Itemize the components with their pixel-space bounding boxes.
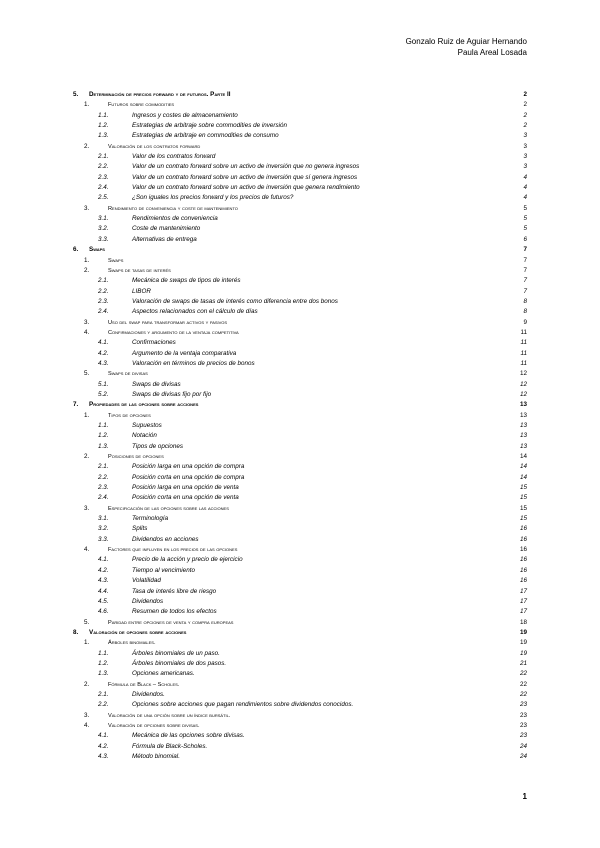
toc-entry-page: 14 [519,473,527,481]
toc-entry-title: Swaps [108,257,124,264]
toc-entry[interactable] [0,731,600,741]
toc-entry-number: 1.2. [98,659,109,667]
toc-entry-page: 11 [520,349,527,357]
toc-entry-title: Futuros sobre commodities [108,102,175,109]
toc-entry[interactable] [0,690,600,700]
toc-entry[interactable] [0,421,600,431]
toc-entry-number: 1.1. [98,422,109,429]
toc-entry-title: Precio de la acción y precio de ejercicio [132,556,243,564]
toc-entry-number: 2.1. [98,277,109,285]
toc-entry[interactable] [0,224,600,234]
toc-entry-title: Swaps de divisas fijo por fijo [132,390,212,398]
toc-entry[interactable] [0,162,600,172]
toc-entry[interactable] [0,742,600,752]
toc-entry-page: 8 [523,308,527,316]
toc-entry-title: Valoración de opciones sobre divisas. [108,722,200,729]
toc-entry-title: Rendimiento de conveniencia y coste de mantenimiento [108,205,238,212]
toc-entry-title: Mecánica de las opciones sobre divisas. [132,732,245,740]
toc-entry-number: 4. [84,721,90,729]
toc-entry[interactable] [0,597,600,607]
toc-entry-number: 3. [84,504,90,512]
toc-entry-number: 1. [84,256,90,264]
toc-entry[interactable] [0,400,600,410]
toc-entry-number: 1.3. [98,132,109,140]
toc-entry-title: Ingresos y costes de almacenamiento [132,111,238,119]
toc-entry-page: 3 [523,132,527,140]
toc-entry[interactable] [0,183,600,193]
toc-entry-number: 1.3. [98,670,109,678]
toc-entry[interactable] [0,349,600,359]
toc-entry-number: 4.3. [98,753,109,760]
toc-entry[interactable] [0,535,600,545]
toc-entry[interactable] [0,607,600,617]
toc-entry-number: 4.3. [98,577,109,585]
toc-entry-page: 24 [519,742,527,750]
toc-entry-page: 16 [519,525,527,533]
toc-entry[interactable] [0,173,600,183]
toc-entry-page: 18 [519,618,527,626]
toc-entry-title: Posición larga en una opción de compra [132,463,245,471]
toc-entry[interactable] [0,669,600,679]
toc-entry[interactable] [0,100,600,110]
toc-entry-number: 2. [84,142,90,150]
toc-entry-page: 7 [523,246,527,254]
toc-entry-page: 14 [519,453,527,461]
toc-entry[interactable] [0,462,600,472]
toc-entry[interactable] [0,411,600,421]
toc-entry-page: 7 [523,266,527,274]
toc-entry-number: 3.1. [98,515,109,523]
toc-entry[interactable] [0,483,600,493]
toc-entry-page: 7 [523,277,527,285]
toc-entry-number: 2.2. [98,473,109,481]
toc-entry-page: 2 [523,122,527,130]
toc-entry-number: 3.1. [98,215,109,223]
toc-entry-title: Opciones sobre acciones que pagan rendimientos sobre dividendos conocidos. [132,701,354,709]
toc-entry-number: 3. [84,204,90,212]
toc-entry-number: 2.4. [98,184,109,192]
toc-entry-number: 4.1. [98,556,109,564]
toc-entry-page: 11 [520,359,527,367]
toc-entry-title: Resumen de todos los efectos [132,608,217,616]
toc-entry[interactable] [0,121,600,131]
toc-entry[interactable] [0,111,600,121]
toc-entry-number: 2. [84,266,90,274]
toc-entry-number: 4.4. [98,587,109,595]
toc-entry-title: Determinación de precios forward y de futuros. Parte II [89,91,231,98]
page-number: 1 [522,792,527,801]
toc-entry-title: Árboles binomiales. [108,640,156,647]
toc-entry-page: 24 [519,753,527,760]
toc-entry-page: 19 [519,628,527,636]
toc-entry-page: 13 [519,411,527,419]
toc-entry[interactable] [0,152,600,162]
toc-entry-title: Aspectos relacionados con el cálculo de días [132,308,258,316]
toc-entry-number: 4.6. [98,608,109,616]
toc-entry-page: 23 [519,711,527,719]
toc-entry-number: 3.3. [98,235,109,243]
toc-entry-title: Uso del swap para transformar activos y pasivos [108,319,228,326]
toc-entry[interactable] [0,276,600,286]
toc-entry-number: 3.2. [98,225,109,233]
toc-entry[interactable] [0,390,600,400]
toc-entry-number: 5. [84,618,90,626]
toc-entry[interactable] [0,524,600,534]
toc-entry-page: 15 [519,494,527,502]
toc-entry-number: 1.3. [98,442,109,450]
toc-entry-title: Swaps de divisas [108,371,148,378]
toc-entry-title: Dividendos. [132,690,165,698]
toc-entry-title: Valor de un contrato forward sobre un activo de inversión que sí genera ingresos [132,173,358,181]
toc-entry-title: Especificación de las opciones sobre las acciones [108,505,229,512]
toc-entry-title: Valor de un contrato forward sobre un activo de inversión que genera rendimiento [132,184,360,192]
author-line-1: Gonzalo Ruiz de Aguiar Hernando [405,37,527,46]
toc-entry[interactable] [0,638,600,648]
toc-entry-title: Posición larga en una opción de venta [132,484,239,492]
toc-entry-title: Valoración de los contratos forward [108,143,201,150]
toc-entry-number: 4.5. [98,597,109,605]
toc-entry-title: Dividendos [132,597,164,605]
toc-entry-page: 2 [523,91,527,98]
toc-entry[interactable] [0,380,600,390]
toc-entry-number: 1. [84,411,90,419]
toc-entry-page: 21 [519,659,527,667]
toc-entry-page: 3 [523,153,527,161]
toc-entry-number: 2.2. [98,163,109,171]
toc-entry[interactable] [0,245,600,255]
toc-entry[interactable] [0,576,600,586]
toc-entry-title: Valoración de swaps de tasas de interés como diferencia entre dos bonos [132,297,338,305]
toc-entry-title: Swaps [89,246,105,254]
toc-entry[interactable] [0,442,600,452]
toc-entry[interactable] [0,659,600,669]
toc-entry[interactable] [0,359,600,369]
toc-entry-title: Tipos de opciones [108,412,151,419]
toc-entry-number: 4. [84,546,90,554]
toc-entry-page: 13 [519,422,527,429]
toc-entry-number: 2.2. [98,701,109,709]
toc-entry[interactable] [0,504,600,514]
toc-entry[interactable] [0,287,600,297]
toc-entry-page: 17 [519,597,527,605]
toc-entry-title: Confirmaciones y argumento de la ventaja competitiva [108,329,239,336]
toc-entry-title: Posición corta en una opción de venta [132,494,239,502]
toc-entry-page: 14 [519,463,527,471]
toc-entry-number: 1. [84,639,90,647]
toc-entry-number: 2.1. [98,690,109,698]
toc-entry-number: 5.2. [98,390,109,398]
toc-entry-page: 15 [519,515,527,523]
toc-entry-title: Posición corta en una opción de compra [132,473,245,481]
toc-entry[interactable] [0,493,600,503]
toc-entry-number: 2.1. [98,463,109,471]
toc-entry[interactable] [0,142,600,152]
toc-entry-number: 4.1. [98,339,109,347]
toc-entry[interactable] [0,711,600,721]
toc-entry[interactable] [0,721,600,731]
toc-entry-number: 3. [84,711,90,719]
toc-entry-number: 1. [84,101,90,109]
toc-entry-number: 3.2. [98,525,109,533]
toc-entry-number: 6. [73,246,79,254]
toc-entry-number: 5.1. [98,380,109,388]
toc-entry-page: 11 [520,339,527,347]
toc-entry-title: Swaps de tasas de interés [108,267,171,274]
toc-entry[interactable] [0,266,600,276]
toc-entry-number: 3.3. [98,535,109,543]
toc-entry-page: 22 [519,690,527,698]
toc-entry-page: 6 [523,235,527,243]
toc-entry-page: 7 [523,256,527,264]
toc-entry-page: 16 [519,577,527,585]
toc-entry-page: 9 [523,318,527,326]
toc-entry-page: 5 [523,204,527,212]
toc-entry-number: 5. [73,91,79,98]
toc-entry-number: 2.2. [98,287,109,295]
toc-entry-page: 16 [519,556,527,564]
toc-entry-title: Valor de los contratos forward [132,153,216,161]
toc-entry-page: 23 [519,732,527,740]
toc-entry-number: 2.5. [98,194,109,202]
toc-entry-title: Valor de un contrato forward sobre un activo de inversión que no genera ingresos [132,163,360,171]
toc-entry-title: Tasa de interés libre de riesgo [132,587,217,595]
toc-entry[interactable] [0,618,600,628]
toc-entry[interactable] [0,431,600,441]
toc-entry[interactable] [0,555,600,565]
toc-entry-title: Método binomial. [132,753,180,760]
toc-entry-title: ¿Son iguales los precios forward y los precios de futuros? [132,194,294,202]
toc-entry-page: 2 [523,111,527,119]
toc-entry-number: 2.3. [98,484,109,492]
toc-entry-page: 3 [523,163,527,171]
toc-entry-page: 23 [519,721,527,729]
toc-entry-page: 23 [519,701,527,709]
toc-entry[interactable] [0,369,600,379]
toc-entry-title: Notación [132,432,157,440]
toc-entry-page: 15 [519,484,527,492]
toc-entry-number: 3. [84,318,90,326]
toc-entry[interactable] [0,214,600,224]
toc-entry-title: Fórmula de Black – Scholes. [108,681,180,688]
toc-entry-page: 12 [519,370,527,378]
toc-entry[interactable] [0,235,600,245]
toc-entry-page: 2 [523,101,527,109]
toc-entry[interactable] [0,649,600,659]
toc-entry-page: 7 [523,287,527,295]
toc-entry[interactable] [0,297,600,307]
toc-entry[interactable] [0,131,600,141]
toc-entry-title: Volatilidad [132,577,161,585]
toc-entry[interactable] [0,628,600,638]
toc-entry-title: Paridad entre opciones de venta y compra europeas [108,619,234,626]
toc-entry-number: 1.2. [98,432,109,440]
toc-entry-number: 4.3. [98,359,109,367]
toc-entry-page: 5 [523,225,527,233]
toc-entry-number: 1.1. [98,649,109,657]
toc-entry-page: 12 [519,380,527,388]
toc-entry-title: Confirmaciones [132,339,176,347]
toc-entry-page: 16 [519,566,527,574]
toc-entry-number: 2.3. [98,297,109,305]
toc-entry[interactable] [0,545,600,555]
toc-entry-title: Mecánica de swaps de tipos de interés [132,277,241,285]
toc-entry-title: Árboles binomiales de dos pasos. [132,659,227,667]
toc-entry-title: Swaps de divisas [132,380,181,388]
toc-entry-number: 8. [73,628,79,636]
toc-entry-title: Splits [132,525,148,533]
toc-entry[interactable] [0,514,600,524]
toc-entry[interactable] [0,566,600,576]
toc-entry-page: 5 [523,215,527,223]
toc-entry-title: Opciones americanas. [132,670,195,678]
toc-entry-title: Tipos de opciones [132,442,184,450]
toc-entry-page: 12 [519,390,527,398]
toc-entry-page: 19 [519,649,527,657]
toc-entry-page: 17 [519,608,527,616]
toc-entry-number: 4.1. [98,732,109,740]
toc-entry[interactable] [0,700,600,710]
toc-entry-title: Estrategias de arbitraje sobre commodities de inversión [132,122,288,130]
toc-entry-title: Argumento de la ventaja comparativa [132,349,237,357]
toc-entry-page: 17 [519,587,527,595]
toc-entry-title: Valoración de una opción sobre un índice bursátil. [108,712,231,719]
toc-entry-number: 2. [84,453,90,461]
toc-entry-title: Rendimientos de conveniencia [132,215,218,223]
toc-entry-number: 2. [84,680,90,688]
toc-entry-page: 3 [523,142,527,150]
toc-entry-title: Dividendos en acciones [132,535,199,543]
table-of-contents [0,90,600,762]
toc-entry-number: 2.1. [98,153,109,161]
toc-entry-number: 4.2. [98,349,109,357]
toc-entry-title: Árboles binomiales de un paso. [132,649,220,657]
toc-entry[interactable] [0,90,600,100]
toc-entry[interactable] [0,680,600,690]
toc-entry-title: LIBOR [132,287,151,295]
toc-entry-title: Factores que influyen en los precios de las opciones [108,547,238,554]
toc-entry[interactable] [0,328,600,338]
toc-entry-number: 5. [84,370,90,378]
toc-entry-number: 1.2. [98,122,109,130]
toc-entry-number: 1.1. [98,111,109,119]
toc-entry-title: Terminología [132,515,169,523]
toc-entry-number: 2.4. [98,308,109,316]
toc-entry[interactable] [0,338,600,348]
toc-entry-page: 16 [519,535,527,543]
toc-entry-page: 4 [523,194,527,202]
toc-entry-title: Posiciones de opciones [108,454,164,461]
toc-entry[interactable] [0,473,600,483]
toc-entry-title: Coste de mantenimiento [132,225,201,233]
toc-entry-page: 13 [519,401,527,409]
toc-entry[interactable] [0,318,600,328]
toc-entry[interactable] [0,752,600,762]
toc-entry-title: Estrategias de arbitraje en commodities de consumo [132,132,279,140]
toc-entry-page: 11 [520,328,527,336]
toc-entry-page: 4 [523,173,527,181]
toc-entry-number: 7. [73,401,79,409]
toc-entry-number: 2.4. [98,494,109,502]
toc-entry-number: 4. [84,328,90,336]
toc-entry[interactable] [0,452,600,462]
toc-entry[interactable] [0,193,600,203]
toc-entry-page: 8 [523,297,527,305]
toc-entry-number: 4.2. [98,566,109,574]
toc-entry-title: Supuestos [132,422,162,429]
toc-entry-title: Valoración en términos de precios de bonos [132,359,255,367]
toc-entry[interactable] [0,256,600,266]
toc-entry-title: Valoración de opciones sobre acciones [89,628,187,636]
toc-entry-page: 22 [519,670,527,678]
toc-entry-page: 13 [519,432,527,440]
toc-entry[interactable] [0,204,600,214]
toc-entry-page: 19 [519,639,527,647]
toc-entry-title: Alternativas de entrega [132,235,197,243]
toc-entry-title: Fórmula de Black-Scholes. [132,742,208,750]
toc-entry-page: 15 [519,504,527,512]
toc-entry-page: 22 [519,680,527,688]
toc-entry-page: 4 [523,184,527,192]
toc-entry-number: 2.3. [98,173,109,181]
toc-entry-page: 13 [519,442,527,450]
author-line-2: Paula Areal Losada [457,48,527,57]
toc-entry-title: Tiempo al vencimiento [132,566,195,574]
toc-entry[interactable] [0,307,600,317]
toc-entry-number: 4.2. [98,742,109,750]
toc-entry-title: Propiedades de las opciones sobre acciones [89,401,199,409]
toc-entry[interactable] [0,587,600,597]
toc-entry-page: 16 [519,546,527,554]
